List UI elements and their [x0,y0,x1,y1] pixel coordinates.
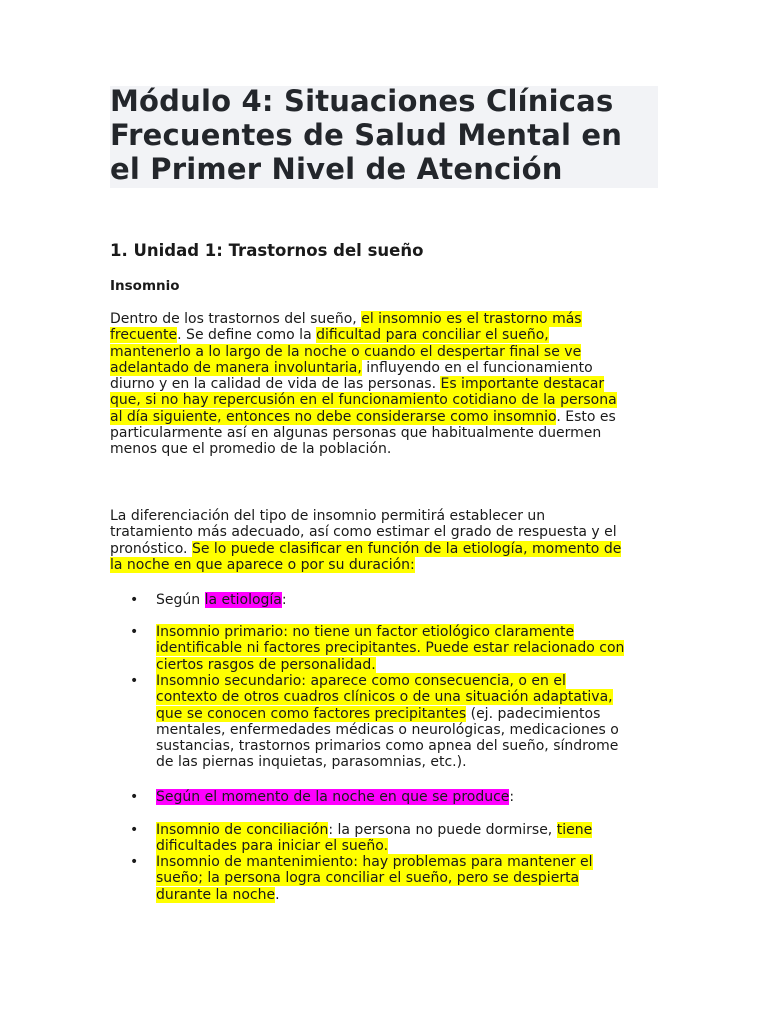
text-run: : [281,592,287,608]
text-run: diurno y en la calidad de vida de las personas. [110,376,441,393]
highlighted-text: Se lo puede clasificar en función de la etiología, momento de [191,540,622,557]
text-line: mentales, enfermedades médicas o neurológicas, medicaciones o [156,721,619,738]
text-line: La diferenciación del tipo de insomnio permitirá establecer un [110,508,546,524]
highlighted-text: Es importante destacar [440,376,605,393]
text-line [156,624,624,640]
text-line: sustancias, trastornos primarios como apnea del sueño, síndrome [156,738,619,755]
text-line [110,311,617,327]
bullet-icon: • [130,592,139,608]
list-item-primario [156,624,624,673]
text-line [156,657,624,673]
highlighted-text: tiene [556,822,593,838]
text-line: menos que el promedio de la población. [110,441,392,458]
text-line [156,838,592,854]
text-run: : [509,789,515,805]
text-line [156,789,514,805]
text-line [110,344,617,360]
list-item-etiologia [156,592,287,608]
highlighted-text: que se conocen como factores precipitantes [156,705,467,722]
bullet-icon: • [130,822,139,838]
magenta-highlighted-text: Según el momento de la noche en que se produce [156,789,510,805]
magenta-highlighted-text: la etiología [204,592,282,608]
highlighted-text: contexto de otros cuadros clínicos o de una situación adaptativa, [156,689,613,706]
list-item-secundario [156,673,619,771]
text-line: particularmente así en algunas personas que habitualmente duermen [110,425,602,442]
text-run: . Esto es [556,408,616,425]
text-line [156,673,619,689]
highlighted-text: Insomnio de mantenimiento: hay problemas para mantener el [156,854,593,870]
highlighted-text: Insomnio de conciliación [156,822,329,838]
text-line: de las piernas inquietas, parasomnias, etc.). [156,754,467,771]
highlighted-text: al día siguiente, entonces no debe considerarse como insomnio [110,408,557,425]
bullet-icon: • [130,854,139,870]
text-line [156,822,592,838]
list-item-conciliacion [156,822,592,855]
text-line [110,557,621,573]
highlighted-text: dificultad para conciliar el sueño, [316,327,549,344]
highlighted-text: la noche en que aparece o por su duración: [110,556,415,573]
text-run: (ej. padecimientos [466,705,601,722]
text-line [156,689,619,705]
highlighted-text: que, si no hay repercusión en el funcionamiento cotidiano de la persona [110,392,617,409]
text-run: . Se define como la [177,327,317,344]
text-run: . [275,886,280,903]
page-title [110,84,670,186]
section-heading: Insomnio [110,278,180,294]
text-run: : la persona no puede dormirse, [328,822,557,838]
bullet-icon: • [130,673,139,689]
text-line [156,706,619,722]
text-line [156,854,593,870]
text-line [156,887,593,903]
highlighted-text: ciertos rasgos de personalidad. [156,656,376,673]
text-line [156,870,593,886]
highlighted-text: dificultades para iniciar el sueño. [156,838,389,855]
highlighted-text: frecuente [110,327,178,344]
text-run: influyendo en el funcionamiento [361,359,593,376]
bullet-icon: • [130,624,139,640]
text-line [110,376,617,392]
paragraph-definition [110,311,617,458]
list-item-momento [156,789,514,805]
highlighted-text: Insomnio primario: no tiene un factor etiológico claramente [156,624,575,640]
text-line: tratamiento más adecuado, así como estimar el grado de respuesta y el [110,524,617,541]
title-line: el Primer Nivel de Atención [110,152,563,186]
title-line: Módulo 4: Situaciones Clínicas [110,84,614,118]
highlighted-text: sueño; la persona logra conciliar el sueño, pero se despierta [156,870,580,887]
unit-heading: 1. Unidad 1: Trastornos del sueño [110,241,424,260]
text-line [110,327,617,343]
paragraph-classification [110,508,621,573]
text-run: Dentro de los trastornos del sueño, [110,311,362,327]
text-line [110,541,621,557]
highlighted-text: adelantado de manera involuntaria, [110,359,362,376]
text-line [110,360,617,376]
bullet-icon: • [130,789,139,805]
highlighted-text: el insomnio es el trastorno más [361,311,582,327]
list-item-mantenimiento [156,854,593,903]
text-run: pronóstico. [110,540,192,557]
text-line [156,640,624,656]
text-line [156,592,287,608]
highlighted-text: identificable ni factores precipitantes. Puede estar relacionado con [156,640,625,657]
highlighted-text: durante la noche [156,886,276,903]
text-line [110,409,617,425]
highlighted-text: mantenerlo a lo largo de la noche o cuando el despertar final se ve [110,343,582,360]
highlighted-text: Insomnio secundario: aparece como consecuencia, o en el [156,673,566,689]
title-line: Frecuentes de Salud Mental en [110,118,623,152]
text-run: Según [156,592,205,608]
text-line [110,392,617,408]
